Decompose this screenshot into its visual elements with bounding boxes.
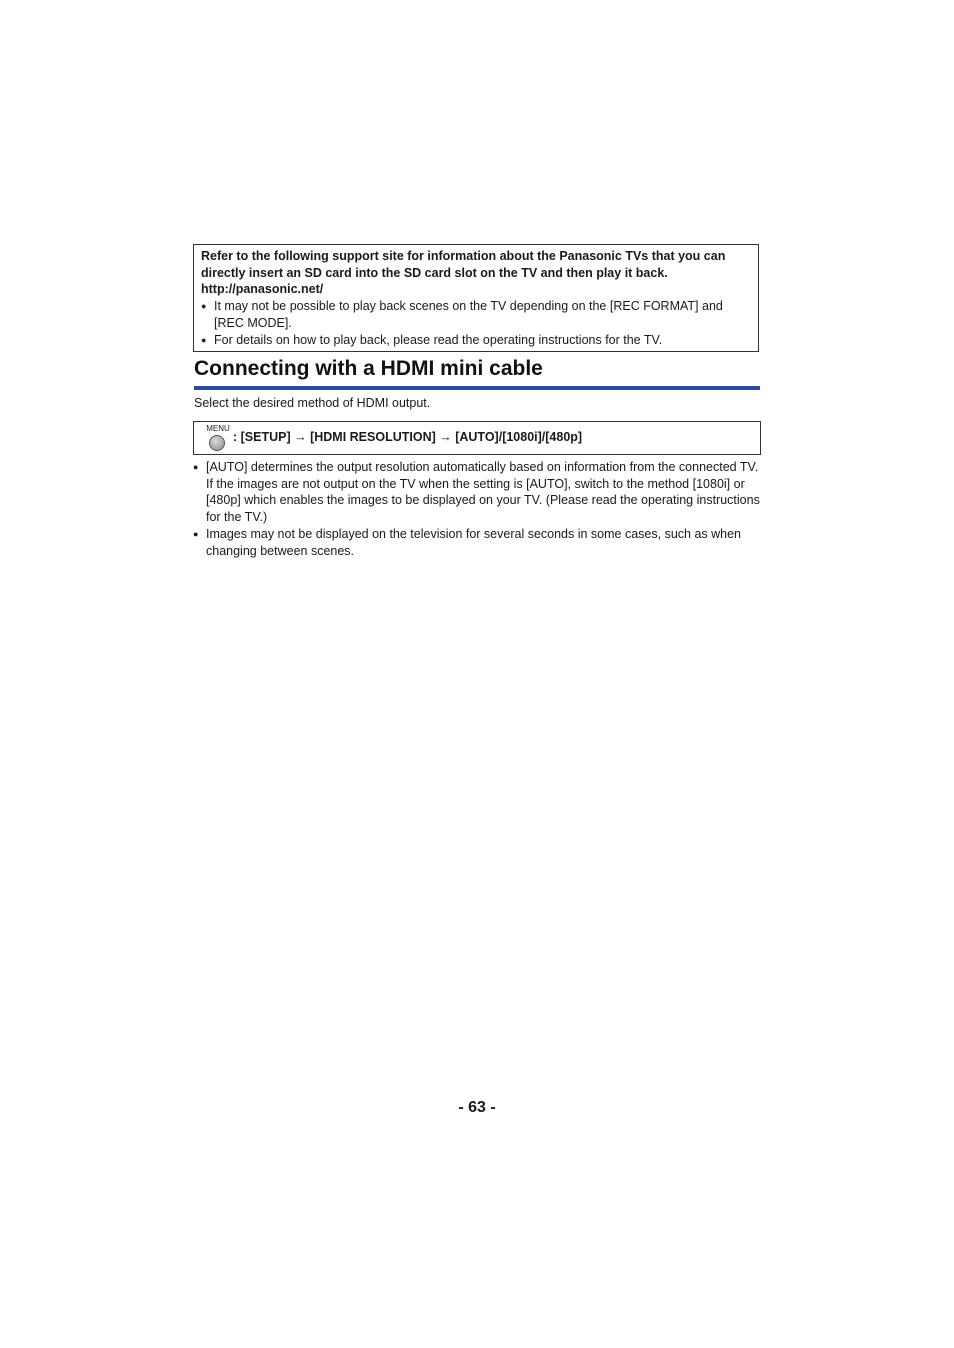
bullet-text: Images may not be displayed on the television for several seconds in some cases, such as when changing between scenes. (206, 526, 742, 558)
bullet-icon: ● (201, 301, 207, 312)
bullet-icon: ● (201, 334, 207, 345)
list-item (193, 526, 761, 559)
note-bullet-text: For details on how to play back, please read the operating instructions for the TV. (214, 332, 663, 347)
info-bullet-list (193, 459, 761, 559)
note-bullet-text: It may not be possible to play back scenes on the TV depending on the [REC FORMAT] and [REC MODE]. (214, 299, 723, 330)
support-url[interactable]: http://panasonic.net/ (201, 282, 324, 297)
page-number: - 63 - (458, 1099, 496, 1116)
menu-icon-label: MENU (206, 424, 230, 433)
note-bullet (201, 298, 751, 331)
bullet-icon: ● (193, 462, 199, 472)
support-note-box (193, 244, 759, 352)
section-intro: Select the desired method of HDMI output. (194, 396, 431, 410)
list-item (193, 459, 761, 526)
title-underline (194, 386, 760, 390)
note-bullet (201, 332, 751, 349)
bullet-icon: ● (193, 528, 199, 539)
bullet-text-continued: If the images are not output on the TV when the setting is [AUTO], switch to the method [1080i] or [480p] which enables the images to be displayed on your TV. (Please read the operating instructions for the TV.) (206, 476, 760, 525)
menu-path-box (193, 421, 761, 455)
support-note-text: Refer to the following support site for information about the Panasonic TVs that you can directly insert an SD card into the SD card slot on the TV and then play it back. (201, 249, 726, 280)
menu-button-icon (205, 424, 231, 454)
menu-path-text: : [SETUP] → [HDMI RESOLUTION] → [AUTO]/[1080i]/[480p] (233, 430, 583, 444)
menu-circle-icon (209, 435, 225, 451)
section-title: Connecting with a HDMI mini cable (194, 357, 543, 380)
bullet-text: [AUTO] determines the output resolution automatically based on information from the connected TV. (206, 460, 759, 474)
